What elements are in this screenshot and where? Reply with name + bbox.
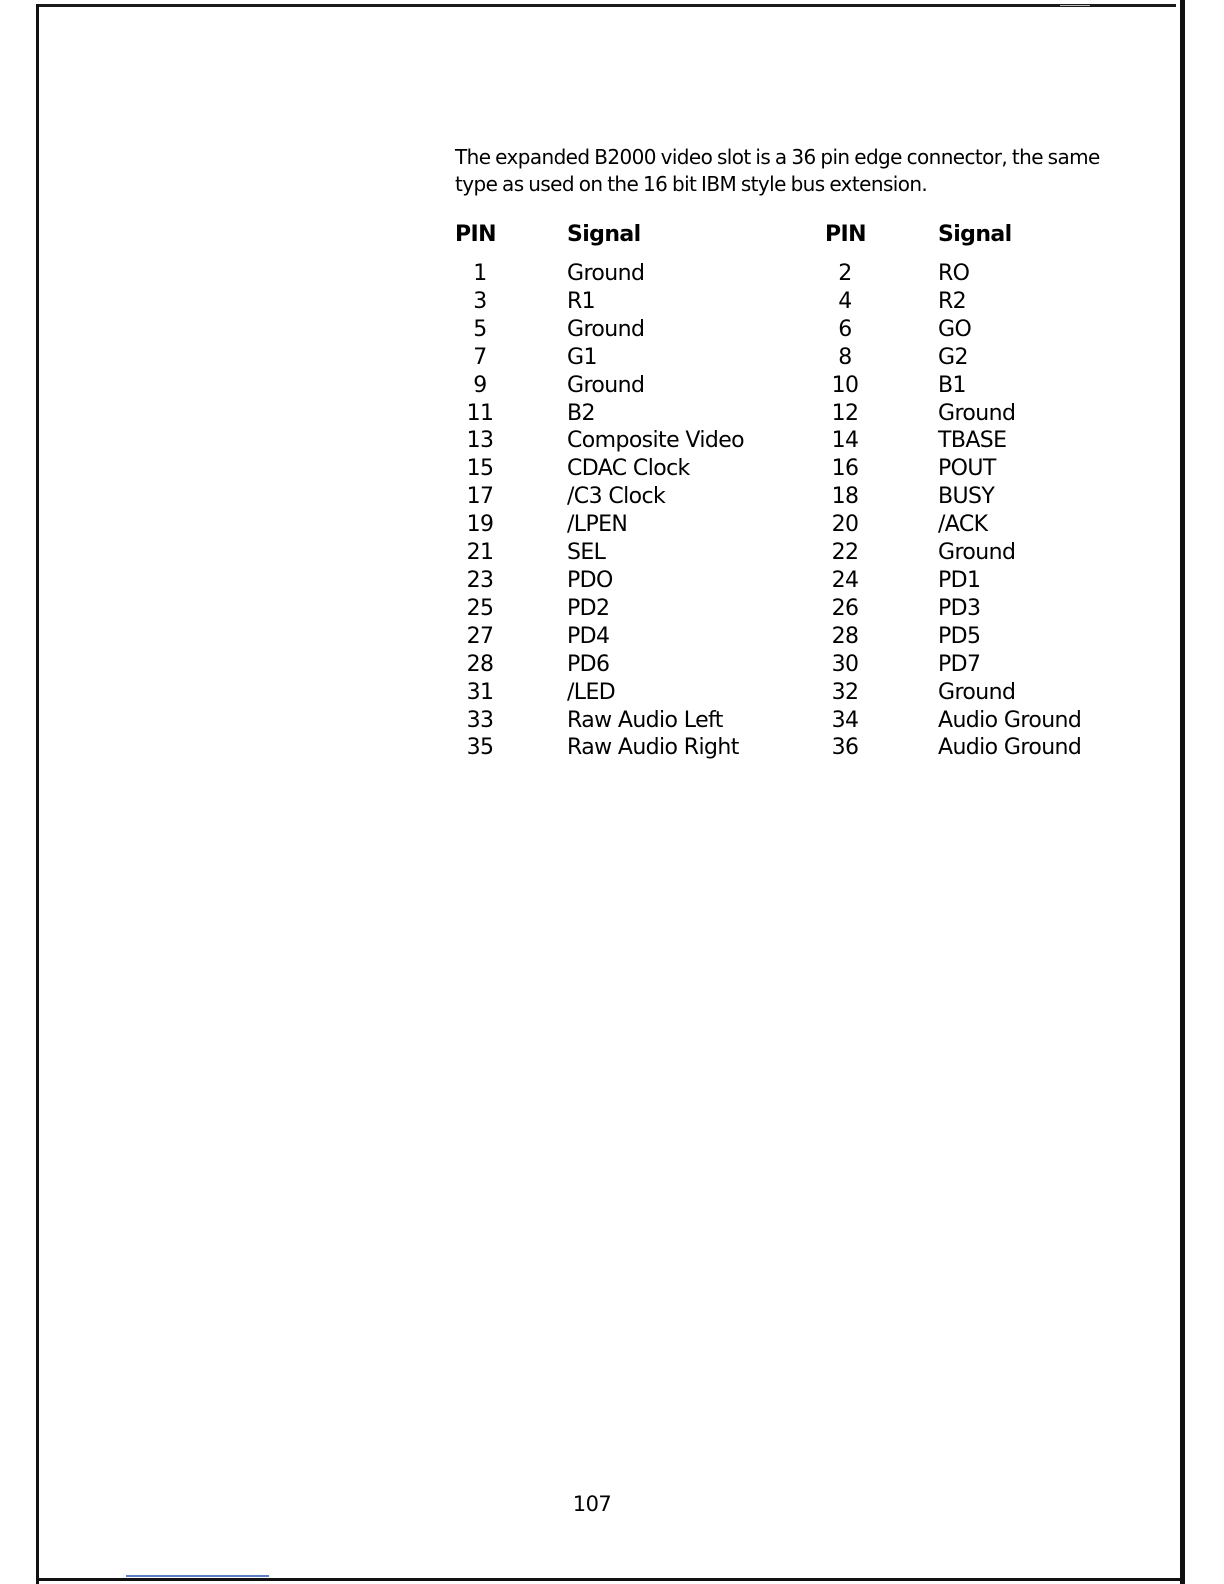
pin-number-left: 11	[466, 400, 494, 426]
pin-number-left: 9	[473, 372, 487, 398]
signal-name-right: PD5	[938, 623, 981, 649]
signal-name-right: Audio Ground	[938, 735, 1082, 761]
pin-number-right-cell	[825, 344, 938, 372]
table-row	[455, 651, 1098, 679]
header-pin-left: PIN	[455, 222, 496, 247]
table-row	[455, 707, 1098, 735]
pin-number-right-cell	[825, 734, 938, 762]
signal-name-left: CDAC Clock	[567, 456, 690, 482]
pin-number-right-cell	[825, 372, 938, 400]
pin-number-left: 27	[466, 623, 494, 649]
pin-number-left-cell	[455, 679, 567, 707]
pin-number-left: 23	[466, 567, 494, 593]
pin-number-right-cell	[825, 707, 938, 735]
pin-number-left: 5	[473, 316, 487, 342]
pin-number-left: 7	[473, 344, 487, 370]
signal-name-left: Ground	[567, 372, 645, 398]
pin-number-right: 24	[831, 567, 859, 593]
table-row	[455, 344, 1098, 372]
pin-number-left-cell	[455, 260, 567, 288]
pin-number-left: 13	[466, 428, 494, 454]
pin-number-right: 36	[831, 735, 859, 761]
table-row	[455, 734, 1098, 762]
pin-number-left-cell	[455, 734, 567, 762]
table-row	[455, 427, 1098, 455]
pin-number-right-cell	[825, 288, 938, 316]
signal-name-right: /ACK	[938, 512, 988, 538]
pin-number-right: 2	[838, 261, 852, 286]
pin-number-left-cell	[455, 651, 567, 679]
signal-name-left: Ground	[567, 316, 645, 342]
signal-name-left: SEL	[567, 540, 606, 566]
pin-number-right: 20	[831, 512, 859, 538]
table-row	[455, 567, 1098, 595]
pin-number-right-cell	[825, 567, 938, 595]
pin-number-right: 22	[831, 540, 859, 566]
pin-number-right: 26	[831, 595, 859, 621]
pin-number-right-cell	[825, 483, 938, 511]
pin-number-right: 16	[831, 456, 859, 482]
intro-paragraph: The expanded B2000 video slot is a 36 pin edge connector, the same type as used on the 16 bit IBM style bus extension.	[455, 145, 1100, 196]
pin-number-right-cell	[825, 511, 938, 539]
pin-number-left-cell	[455, 344, 567, 372]
signal-name-right: BUSY	[938, 484, 995, 510]
pin-number-left-cell	[455, 316, 567, 344]
pin-number-left-cell	[455, 707, 567, 735]
pin-number-right: 28	[831, 623, 859, 649]
table-row	[455, 260, 1098, 288]
pin-number-right: 14	[831, 428, 859, 454]
pin-number-right: 18	[831, 484, 859, 510]
pin-number-left-cell	[455, 372, 567, 400]
table-row	[455, 595, 1098, 623]
pin-number-right: 30	[831, 651, 859, 677]
pin-number-right-cell	[825, 316, 938, 344]
header-signal-right: Signal	[938, 222, 1012, 247]
signal-name-left: /C3 Clock	[567, 484, 666, 510]
pin-number-left: 25	[466, 595, 494, 621]
table-row	[455, 400, 1098, 428]
pin-number-left: 3	[473, 288, 487, 314]
page-frame-left-line	[36, 4, 39, 1584]
pin-number-left-cell	[455, 511, 567, 539]
pin-number-left: 31	[466, 679, 494, 705]
table-row	[455, 623, 1098, 651]
signal-name-right: GO	[938, 316, 972, 342]
pin-number-right: 34	[831, 707, 859, 733]
table-row	[455, 679, 1098, 707]
pin-number-right-cell	[825, 455, 938, 483]
signal-name-left: PD4	[567, 623, 610, 649]
pin-number-left: 19	[466, 512, 494, 538]
table-row	[455, 483, 1098, 511]
pin-number-left: 1	[473, 261, 487, 286]
page-frame-right-line	[1180, 0, 1185, 1584]
signal-name-right: RO	[938, 261, 970, 286]
pin-number-right: 6	[838, 316, 852, 342]
pin-number-left-cell	[455, 483, 567, 511]
pin-number-right: 8	[838, 344, 852, 370]
signal-name-right: Ground	[938, 679, 1016, 705]
pin-signal-table	[455, 222, 1098, 762]
pin-number-left-cell	[455, 455, 567, 483]
pin-number-left-cell	[455, 288, 567, 316]
signal-name-left: Ground	[567, 261, 645, 286]
signal-name-right: Ground	[938, 540, 1016, 566]
pin-number-right-cell	[825, 539, 938, 567]
table-row	[455, 288, 1098, 316]
page-frame-bottom-line	[36, 1578, 1184, 1581]
page-frame-top-mark	[1060, 5, 1090, 6]
signal-name-left: PD6	[567, 651, 610, 677]
table-row	[455, 316, 1098, 344]
pin-number-left-cell	[455, 539, 567, 567]
signal-name-left: /LED	[567, 679, 616, 705]
table-row	[455, 539, 1098, 567]
table-row	[455, 511, 1098, 539]
pin-number-right: 4	[838, 288, 852, 314]
signal-name-left: PD2	[567, 595, 610, 621]
pin-number-right-cell	[825, 427, 938, 455]
signal-name-right: Ground	[938, 400, 1016, 426]
signal-name-right: B1	[938, 372, 966, 398]
pin-number-left: 33	[466, 707, 494, 733]
pin-number-left: 15	[466, 456, 494, 482]
signal-name-right: PD1	[938, 567, 981, 593]
page-frame-top-line	[36, 4, 1176, 7]
header-pin-right: PIN	[825, 222, 866, 247]
page-number: 107	[572, 1492, 612, 1516]
pin-number-right-cell	[825, 400, 938, 428]
signal-name-right: TBASE	[938, 428, 1007, 454]
signal-name-right: G2	[938, 344, 968, 370]
pin-number-right-cell	[825, 260, 938, 288]
pin-number-left: 17	[466, 484, 494, 510]
signal-name-left: Raw Audio Left	[567, 707, 723, 733]
signal-name-right: Audio Ground	[938, 707, 1082, 733]
signal-name-right: POUT	[938, 456, 996, 482]
signal-name-left: PDO	[567, 567, 613, 593]
signal-name-left: B2	[567, 400, 595, 426]
pin-number-right-cell	[825, 623, 938, 651]
pin-number-left-cell	[455, 427, 567, 455]
pin-number-right-cell	[825, 651, 938, 679]
table-body	[455, 260, 1098, 762]
signal-name-left: Raw Audio Right	[567, 735, 739, 761]
pin-number-right-cell	[825, 595, 938, 623]
signal-name-left: /LPEN	[567, 512, 628, 538]
signal-name-right: PD3	[938, 595, 981, 621]
pin-number-right: 10	[831, 372, 859, 398]
signal-name-left: R1	[567, 288, 596, 314]
pin-number-left: 28	[466, 651, 494, 677]
table-row	[455, 455, 1098, 483]
pin-number-left-cell	[455, 400, 567, 428]
pin-number-right: 12	[831, 400, 859, 426]
header-signal-left: Signal	[567, 222, 641, 247]
table-header-row	[455, 222, 1098, 260]
pin-number-left: 35	[466, 735, 494, 761]
pin-number-right: 32	[831, 679, 859, 705]
pin-number-left: 21	[466, 540, 494, 566]
pin-number-right-cell	[825, 679, 938, 707]
page-frame-bottom-mark	[126, 1575, 269, 1577]
pin-number-left-cell	[455, 567, 567, 595]
signal-name-right: PD7	[938, 651, 981, 677]
pin-number-left-cell	[455, 595, 567, 623]
signal-name-left: G1	[567, 344, 597, 370]
signal-name-left: Composite Video	[567, 428, 745, 454]
signal-name-right: R2	[938, 288, 967, 314]
pin-number-left-cell	[455, 623, 567, 651]
table-row	[455, 372, 1098, 400]
